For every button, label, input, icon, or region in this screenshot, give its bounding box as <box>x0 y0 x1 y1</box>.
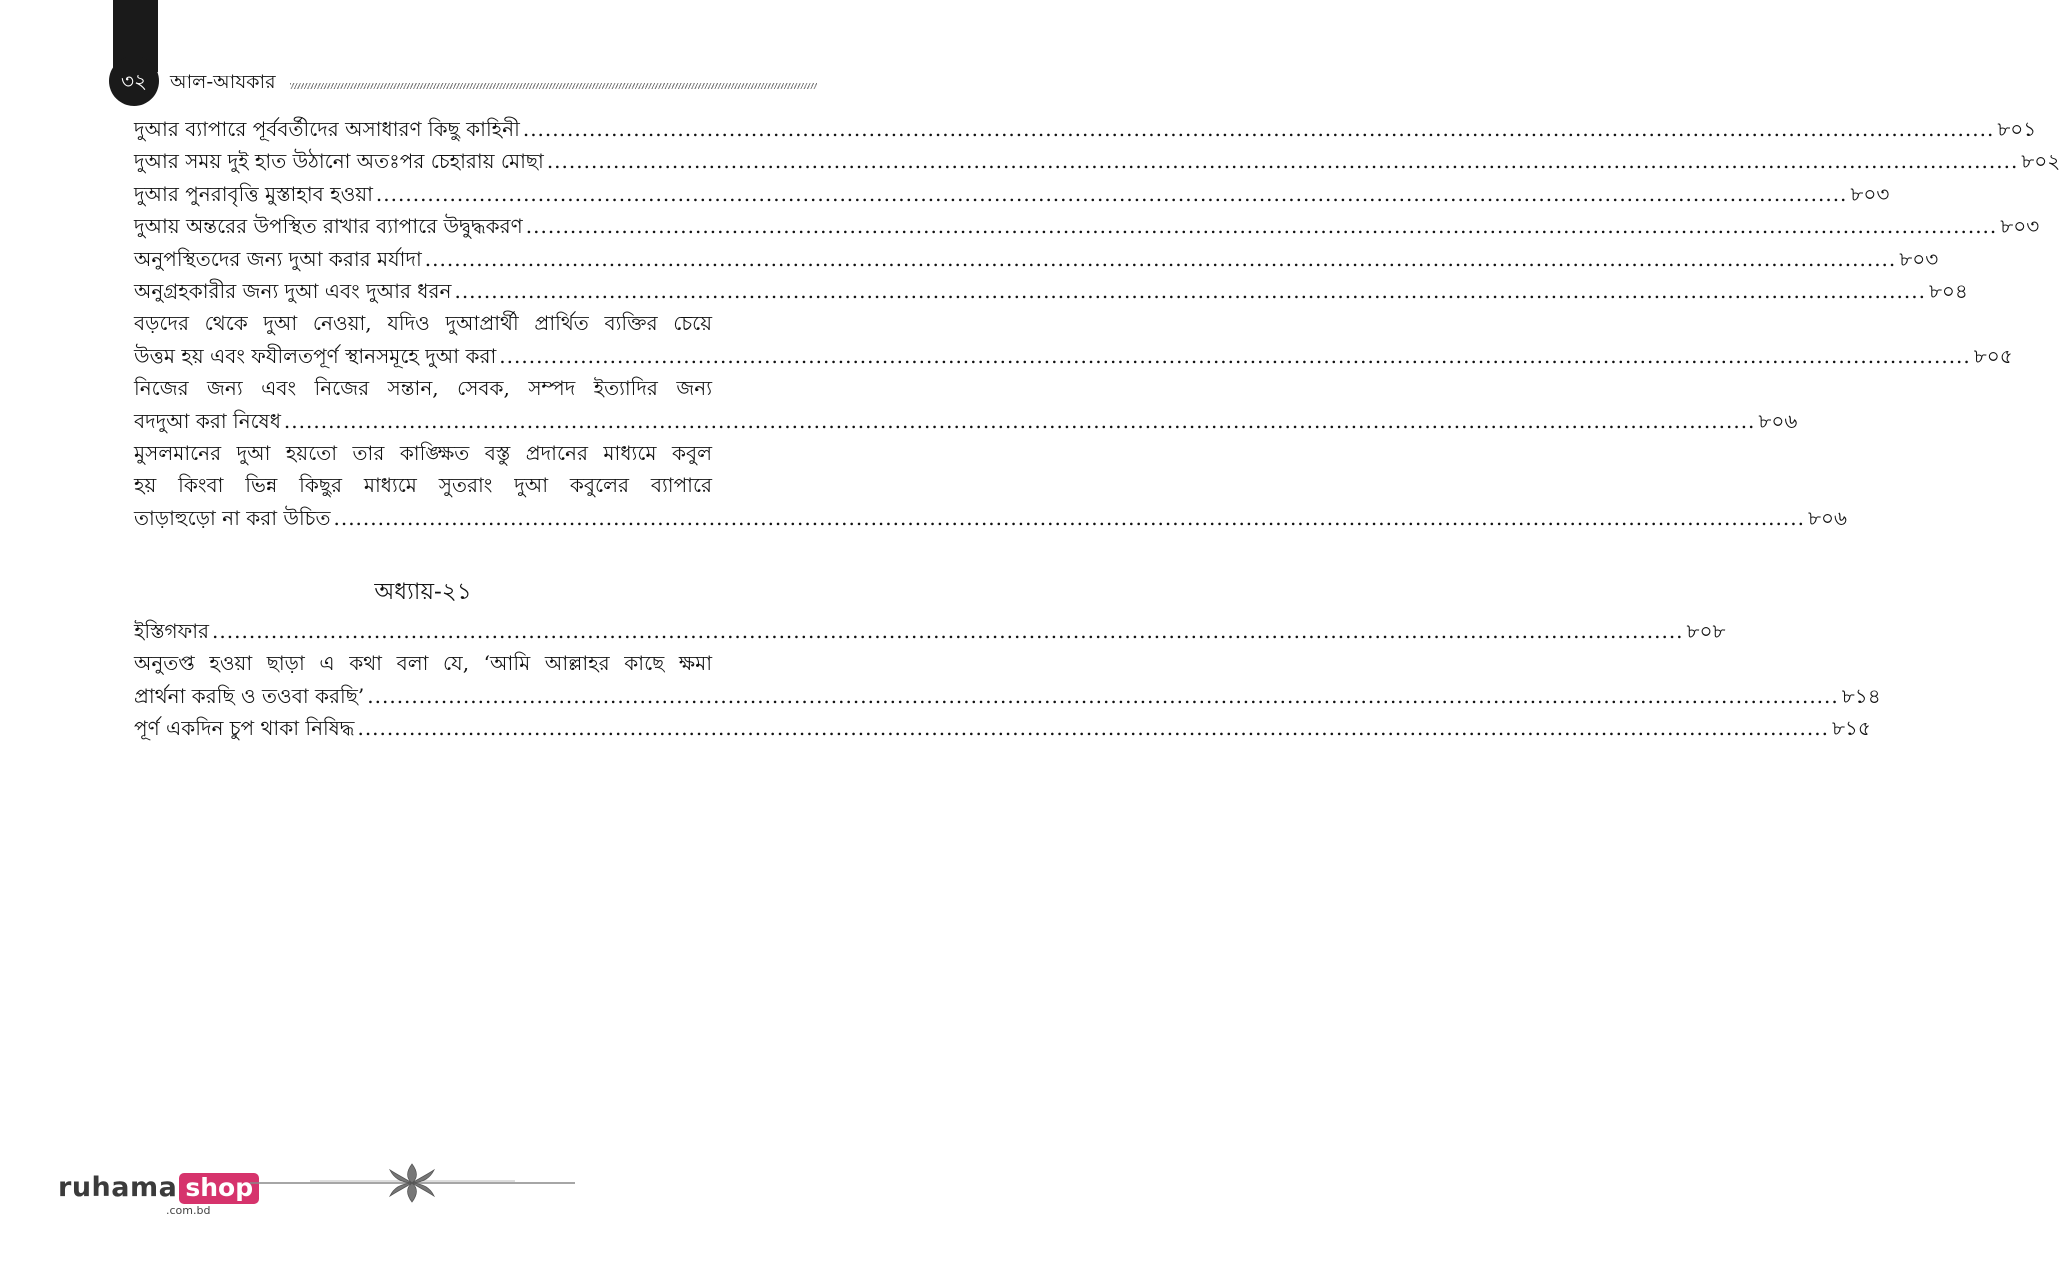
toc-entry-title: দুআর পুনরাবৃত্তি মুস্তাহাব হওয়া <box>134 181 373 206</box>
toc-page-number: ৮১৫ <box>1831 716 1871 741</box>
toc-entry <box>134 340 2013 372</box>
toc-page-number: ৮০৮ <box>1686 619 1726 643</box>
toc-page-number: ৮০২ <box>2021 149 2060 174</box>
running-title: আল-আযকার <box>170 71 276 93</box>
publisher-logo <box>58 1172 259 1217</box>
toc-entry <box>134 615 1726 647</box>
toc-entry-title: পূর্ণ একদিন চুপ থাকা নিষিদ্ধ <box>134 716 355 741</box>
dot-leader: ........................................................................................................................................................................................................ <box>522 117 1995 141</box>
toc-page-number: ৮১৪ <box>1841 683 1881 708</box>
toc-entry-title: উত্তম হয় এবং ফযীলতপূর্ণ স্থানসমূহে দুআ করা <box>134 343 497 368</box>
dot-leader: ........................................................................................................................................................................................................ <box>499 343 1971 368</box>
logo-wordmark: ruhama <box>58 1172 178 1203</box>
dot-leader: ........................................................................................................................................................................................................ <box>525 214 1998 239</box>
toc-entry-title: দুআয় অন্তরের উপস্থিত রাখার ব্যাপারে উদ্বুদ্ধকরণ <box>134 214 523 239</box>
toc-page-number: ৮০৩ <box>1899 246 1939 271</box>
toc-entry-title: অনুগ্রহকারীর জন্য দুআ এবং দুআর ধরন <box>134 279 452 304</box>
toc-list-top <box>134 113 2060 534</box>
toc-page-number: ৮০৪ <box>1928 279 1968 304</box>
page-number-badge: ৩২ <box>109 56 159 106</box>
chapter-heading: অধ্যায়-২১ <box>374 579 472 605</box>
toc-entry <box>134 113 2037 145</box>
dot-leader: ........................................................................................................................................................................................................ <box>367 683 1839 708</box>
toc-entry <box>134 145 2060 177</box>
toc-entry-line: বড়দের থেকে দুআ নেওয়া, যদিও দুআপ্রার্থী প্রার্থিত ব্যক্তির চেয়ে <box>134 311 712 336</box>
dot-leader: ........................................................................................................................................................................................................ <box>454 279 1926 304</box>
dot-leader: ........................................................................................................................................................................................................ <box>546 149 2019 174</box>
dot-leader: ........................................................................................................................................................................................................ <box>424 246 1897 271</box>
toc-entry-line: নিজের জন্য এবং নিজের সন্তান, সেবক, সম্পদ ইত্যাদির জন্য <box>134 376 712 401</box>
toc-list-bottom <box>134 615 1881 745</box>
toc-entry-title: বদদুআ করা নিষেধ <box>134 408 281 433</box>
toc-entry-title: তাড়াহুড়ো না করা উচিত <box>134 505 331 530</box>
toc-entry <box>134 405 1798 437</box>
toc-entry <box>134 178 1890 210</box>
dot-leader: ........................................................................................................................................................................................................ <box>375 181 1848 206</box>
toc-entry <box>134 712 1871 744</box>
toc-entry <box>134 680 1881 712</box>
toc-entry <box>134 502 1847 534</box>
toc-entry <box>134 275 1968 307</box>
logo-domain: .com.bd <box>166 1204 211 1217</box>
dot-leader: ........................................................................................................................................................................................................ <box>357 716 1829 741</box>
toc-entry <box>134 210 2040 242</box>
toc-entry <box>134 243 1939 275</box>
dot-leader: ........................................................................................................................................................................................................ <box>283 408 1756 433</box>
footer-ornament <box>250 1160 575 1206</box>
dot-leader: ........................................................................................................................................................................................................ <box>333 505 1805 530</box>
toc-entry-title: দুআর ব্যাপারে পূর্ববর্তীদের অসাধারণ কিছু কাহিনী <box>134 117 520 141</box>
logo-shop-box: shop <box>179 1173 259 1204</box>
toc-entry-title: ইস্তিগফার <box>134 619 210 643</box>
toc-page-number: ৮০৫ <box>1973 343 2013 368</box>
dot-leader: ........................................................................................................................................................................................................ <box>212 619 1684 643</box>
toc-entry-title: প্রার্থনা করছি ও তওবা করছি’ <box>134 683 365 708</box>
toc-entry-line: মুসলমানের দুআ হয়তো তার কাঙ্ক্ষিত বস্তু প্রদানের মাধ্যমে কবুল <box>134 441 712 466</box>
toc-entry-line: অনুতপ্ত হওয়া ছাড়া এ কথা বলা যে, ‘আমি আল্লাহর কাছে ক্ষমা <box>134 651 712 676</box>
toc-entry-line: হয় কিংবা ভিন্ন কিছুর মাধ্যমে সুতরাং দুআ কবুলের ব্যাপারে <box>134 473 712 498</box>
toc-page-number: ৮০৩ <box>2000 214 2040 239</box>
toc-page-number: ৮০১ <box>1997 117 2037 141</box>
toc-page-number: ৮০৬ <box>1758 408 1798 433</box>
header-hatch-rule <box>290 83 817 89</box>
toc-entry-title: দুআর সময় দুই হাত উঠানো অতঃপর চেহারায় মোছা <box>134 149 544 174</box>
toc-page-number: ৮০৩ <box>1850 181 1890 206</box>
toc-page-number: ৮০৬ <box>1807 505 1847 530</box>
toc-entry-title: অনুপস্থিতদের জন্য দুআ করার মর্যাদা <box>134 246 422 271</box>
